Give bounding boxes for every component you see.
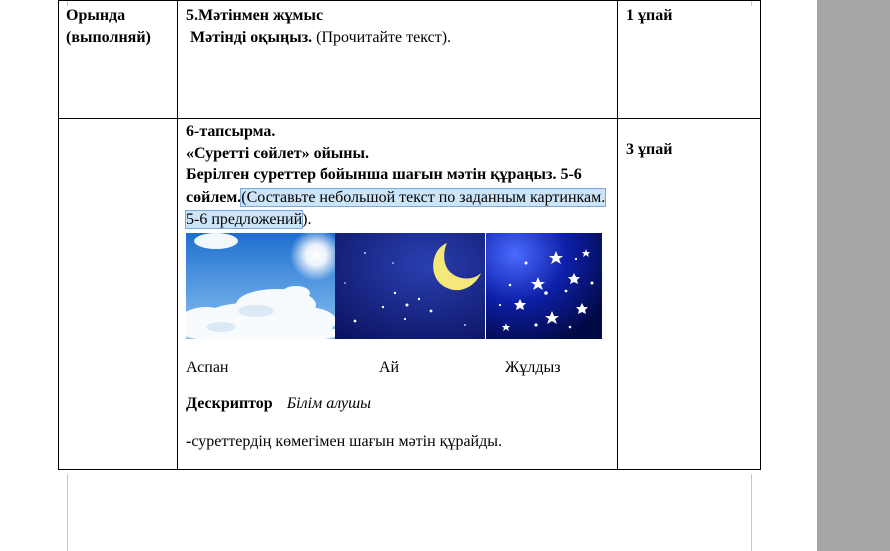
task-ru: (Прочитайте текст). — [312, 28, 452, 46]
page-margin-left — [67, 474, 68, 551]
instruction-tail: ). — [302, 210, 312, 228]
assignment-table — [58, 0, 761, 470]
instruction — [186, 164, 611, 231]
sky-clouds-sun-icon — [186, 233, 335, 339]
caption-moon: Ай — [379, 359, 400, 377]
page-margin-right — [751, 474, 752, 551]
image-captions — [186, 357, 611, 379]
moon-image[interactable] — [335, 233, 485, 339]
task-cell[interactable] — [178, 1, 618, 119]
performer-cell[interactable] — [59, 1, 178, 119]
crescent-moon-icon — [335, 233, 485, 339]
points-label: 1 ұпай — [626, 7, 673, 24]
task-text — [186, 27, 609, 49]
stars-image[interactable] — [486, 233, 602, 339]
performer-cell-empty[interactable] — [59, 119, 178, 470]
table-row — [59, 1, 761, 119]
sky-image[interactable] — [186, 233, 335, 339]
descriptor-task: -суреттердің көмегімен шағын мәтін құрайды. — [186, 432, 502, 450]
task-cell[interactable] — [178, 119, 618, 470]
selected-text[interactable]: (Составьте небольшой текст по заданным картинкам. 5-6 предложений — [186, 188, 606, 228]
task-number: 6-тапсырма. — [186, 123, 276, 140]
caption-sky: Аспан — [186, 359, 229, 377]
descriptor-note: Білім алушы — [286, 395, 371, 413]
task-kz: Мәтінді оқыңыз. — [190, 28, 313, 46]
points-cell[interactable] — [618, 1, 761, 119]
picture-strip — [186, 233, 611, 339]
instruction-kz: Берілген суреттер бойынша шағын мәтін құраңыз. 5-6 сөйлем. — [186, 166, 582, 206]
game-title: «Суретті сөйлет» ойыны. — [186, 144, 369, 162]
points-cell[interactable] — [618, 119, 761, 470]
table-row — [59, 119, 761, 470]
workspace-background — [817, 0, 890, 551]
descriptor-label: Дескриптор — [186, 395, 273, 413]
stars-icon — [486, 233, 602, 339]
caption-star: Жұлдыз — [505, 359, 561, 377]
task-title: 5.Мәтінмен жұмыс — [186, 7, 324, 24]
descriptor — [186, 393, 611, 415]
performer-label: Орында (выполняй) — [66, 7, 151, 46]
points-label: 3 ұпай — [626, 141, 673, 158]
